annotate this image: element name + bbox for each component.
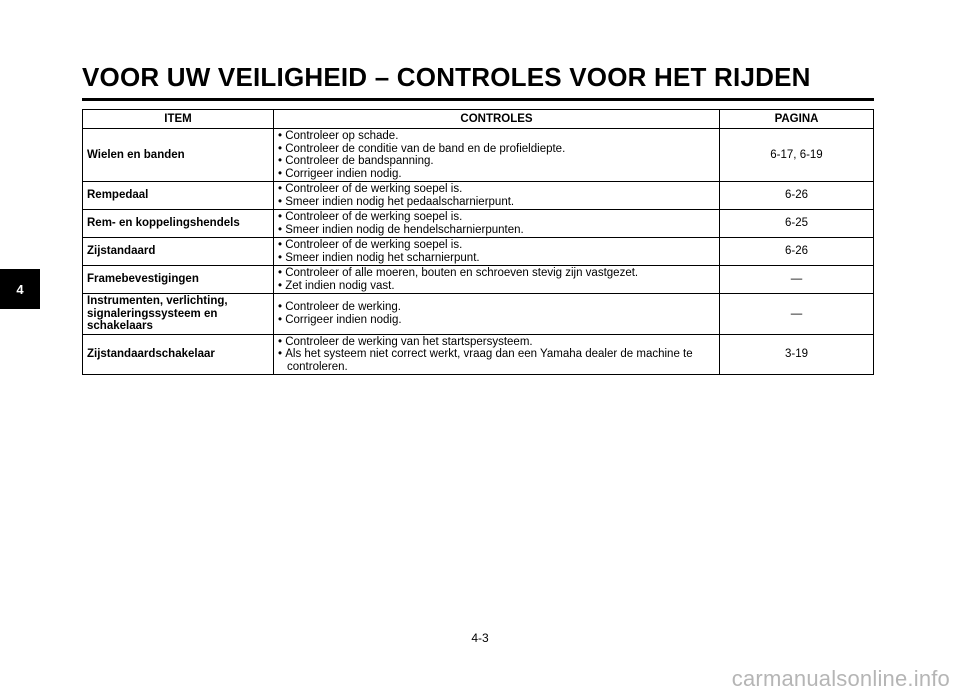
controle-item: • Corrigeer indien nodig. bbox=[278, 314, 715, 327]
controle-item: • Als het systeem niet correct werkt, vraag dan een Yamaha dealer de machine te controleren. bbox=[278, 348, 715, 373]
row-controles bbox=[274, 129, 720, 182]
controle-item: • Controleer of de werking soepel is. bbox=[278, 211, 715, 224]
controle-item: • Controleer de werking. bbox=[278, 301, 715, 314]
chapter-tab: 4 bbox=[0, 269, 40, 309]
row-pagina: 6-26 bbox=[720, 182, 874, 210]
table-row bbox=[83, 182, 874, 210]
controles-list bbox=[278, 183, 715, 208]
header-item: ITEM bbox=[83, 110, 274, 129]
row-controles bbox=[274, 182, 720, 210]
controles-list bbox=[278, 211, 715, 236]
table-row bbox=[83, 238, 874, 266]
row-item: Rempedaal bbox=[83, 182, 274, 210]
row-item: Wielen en banden bbox=[83, 129, 274, 182]
table-row bbox=[83, 334, 874, 375]
table-row bbox=[83, 266, 874, 294]
page-number: 4-3 bbox=[471, 631, 489, 645]
row-controles bbox=[274, 334, 720, 375]
row-pagina: 6-26 bbox=[720, 238, 874, 266]
table-row bbox=[83, 129, 874, 182]
controle-item: • Controleer de werking van het startspersysteem. bbox=[278, 336, 715, 349]
header-pagina: PAGINA bbox=[720, 110, 874, 129]
header-controles: CONTROLES bbox=[274, 110, 720, 129]
controles-list bbox=[278, 336, 715, 374]
table-row bbox=[83, 210, 874, 238]
controle-item: • Controleer de bandspanning. bbox=[278, 155, 715, 168]
checks-table bbox=[82, 109, 874, 375]
controle-item: • Corrigeer indien nodig. bbox=[278, 168, 715, 181]
controle-item: • Controleer of de werking soepel is. bbox=[278, 239, 715, 252]
page-title: VOOR UW VEILIGHEID – CONTROLES VOOR HET RIJDEN bbox=[82, 62, 811, 92]
row-item: Framebevestigingen bbox=[83, 266, 274, 294]
table-body bbox=[83, 129, 874, 375]
table-row bbox=[83, 294, 874, 335]
controle-item: • Controleer of alle moeren, bouten en schroeven stevig zijn vastgezet. bbox=[278, 267, 715, 280]
row-pagina: — bbox=[720, 266, 874, 294]
row-item: Zijstandaard bbox=[83, 238, 274, 266]
controles-list bbox=[278, 301, 715, 326]
controle-item: • Controleer op schade. bbox=[278, 130, 715, 143]
controles-list bbox=[278, 239, 715, 264]
controle-item: • Zet indien nodig vast. bbox=[278, 280, 715, 293]
controle-item: • Controleer de conditie van de band en de profieldiepte. bbox=[278, 143, 715, 156]
row-controles bbox=[274, 294, 720, 335]
controle-item: • Smeer indien nodig het scharnierpunt. bbox=[278, 252, 715, 265]
controle-item: • Smeer indien nodig de hendelscharnierpunten. bbox=[278, 224, 715, 237]
row-controles bbox=[274, 210, 720, 238]
row-pagina: 6-17, 6-19 bbox=[720, 129, 874, 182]
title-rule bbox=[82, 98, 874, 101]
row-pagina: 3-19 bbox=[720, 334, 874, 375]
watermark: carmanualsonline.info bbox=[731, 666, 950, 691]
controles-list bbox=[278, 267, 715, 292]
row-controles bbox=[274, 266, 720, 294]
row-pagina: 6-25 bbox=[720, 210, 874, 238]
controles-list bbox=[278, 130, 715, 180]
controle-item: • Smeer indien nodig het pedaalscharnierpunt. bbox=[278, 196, 715, 209]
row-item: Rem- en koppelingshendels bbox=[83, 210, 274, 238]
table-header-row bbox=[83, 110, 874, 129]
row-item: Instrumenten, verlichting, signaleringssysteem en schakelaars bbox=[83, 294, 274, 335]
controle-item: • Controleer of de werking soepel is. bbox=[278, 183, 715, 196]
row-item: Zijstandaardschakelaar bbox=[83, 334, 274, 375]
row-pagina: — bbox=[720, 294, 874, 335]
row-controles bbox=[274, 238, 720, 266]
